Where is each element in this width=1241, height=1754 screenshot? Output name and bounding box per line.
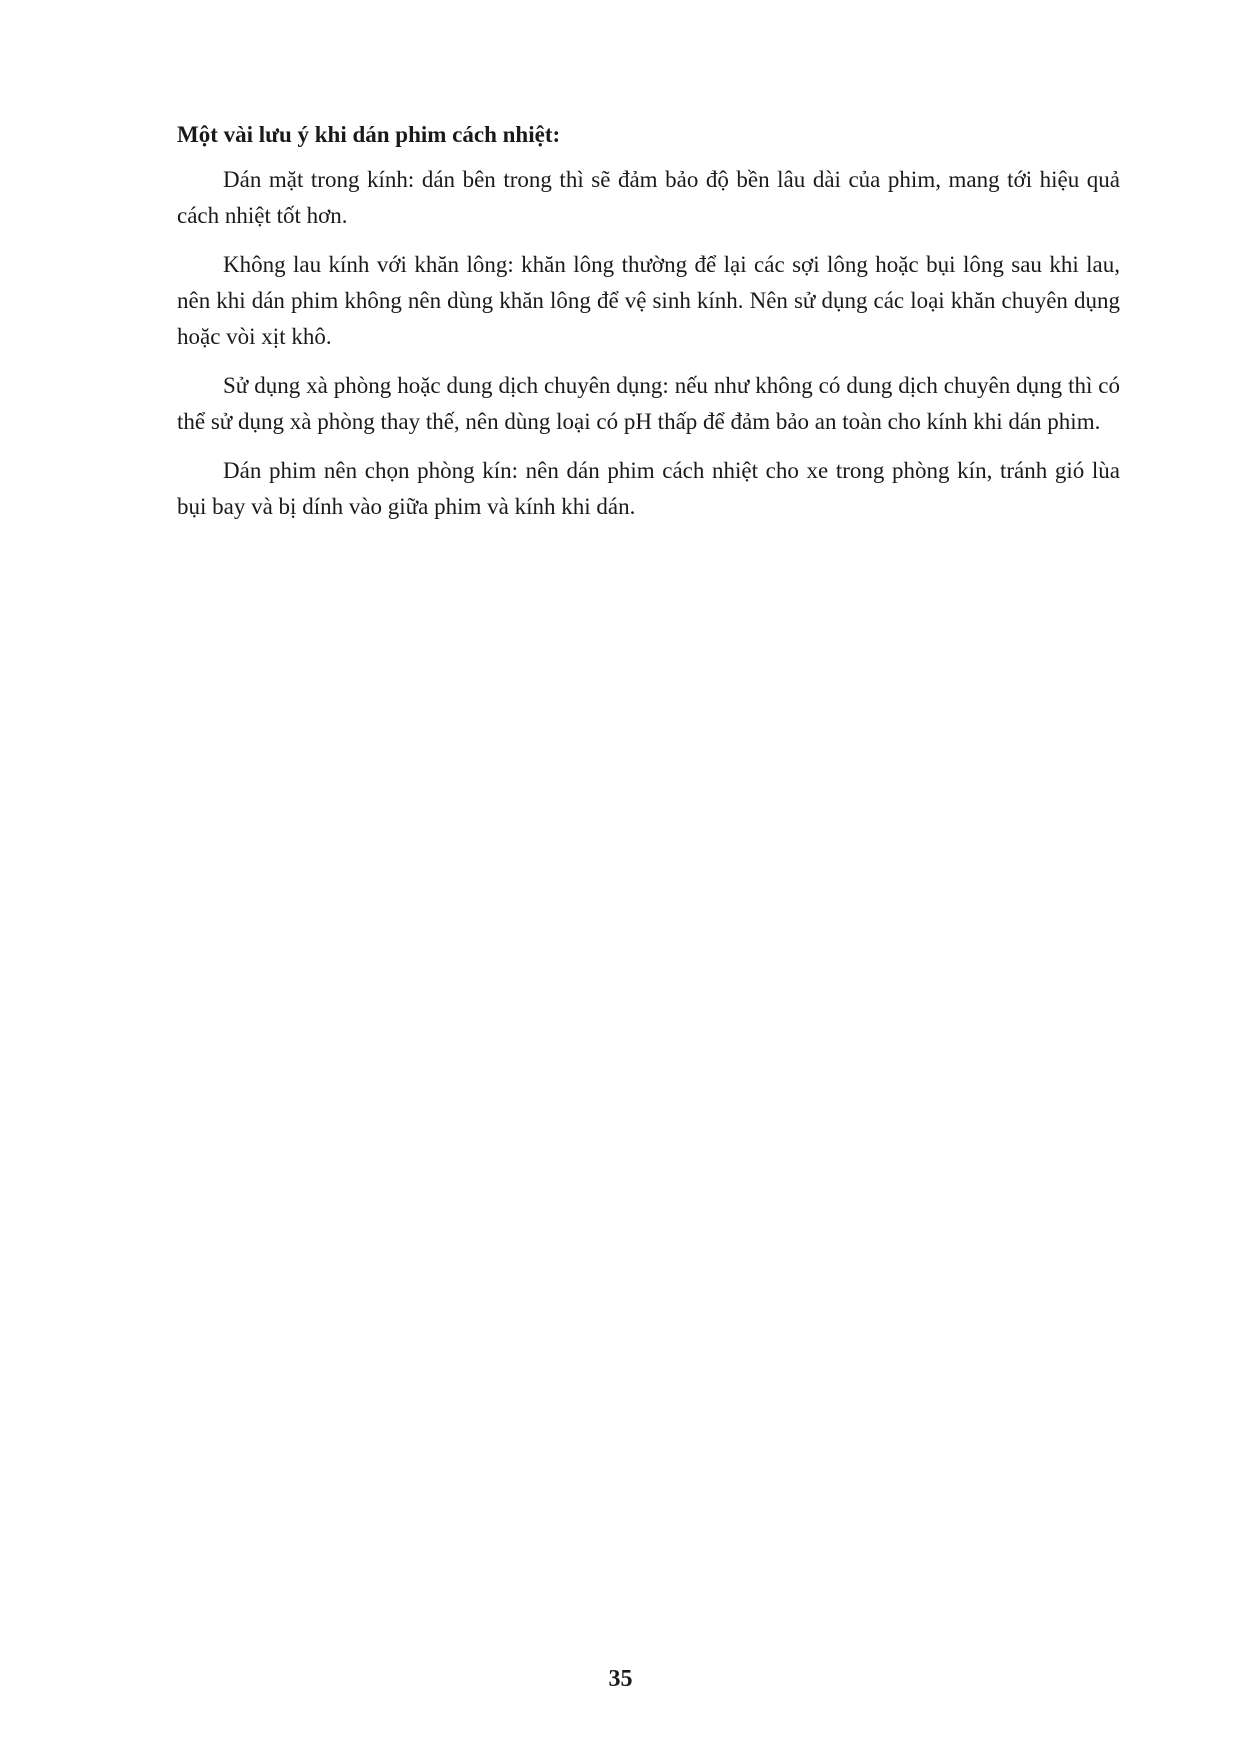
paragraph-1: Dán mặt trong kính: dán bên trong thì sẽ đảm bảo độ bền lâu dài của phim, mang tới hiệu quả cách nhiệt tốt hơn. bbox=[177, 167, 1120, 228]
paragraph-4: Dán phim nên chọn phòng kín: nên dán phim cách nhiệt cho xe trong phòng kín, tránh gió lùa bụi bay và bị dính vào giữa phim và kính khi dán. bbox=[177, 458, 1120, 519]
page-content bbox=[177, 118, 1120, 538]
page-number: 35 bbox=[608, 1666, 633, 1692]
paragraph-2: Không lau kính với khăn lông: khăn lông thường để lại các sợi lông hoặc bụi lông sau khi lau, nên khi dán phim không nên dùng khăn lông để vệ sinh kính. Nên sử dụng các loại khăn chuyên dụng hoặc vòi xịt khô. bbox=[177, 252, 1120, 349]
section-heading: Một vài lưu ý khi dán phim cách nhiệt: bbox=[177, 122, 561, 147]
paragraph-3: Sử dụng xà phòng hoặc dung dịch chuyên dụng: nếu như không có dung dịch chuyên dụng thì có thể sử dụng xà phòng thay thế, nên dùng loại có pH thấp để đảm bảo an toàn cho kính khi dán phim. bbox=[177, 373, 1120, 434]
